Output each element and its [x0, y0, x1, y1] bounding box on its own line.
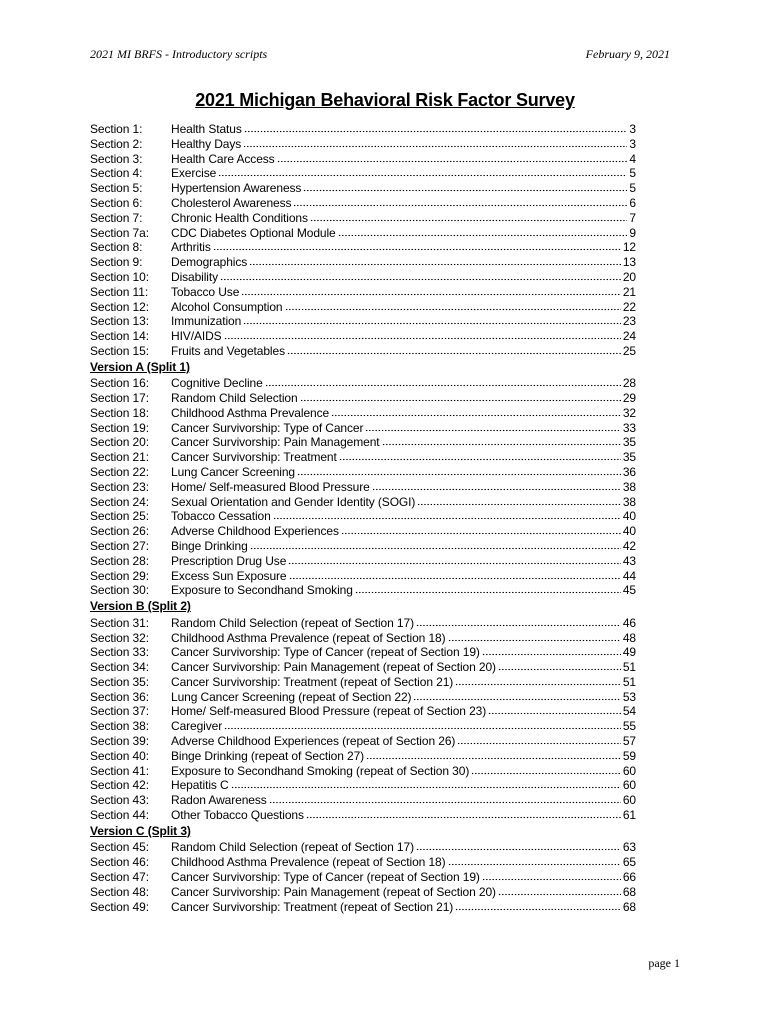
- toc-entry[interactable]: [90, 645, 636, 660]
- toc-section-title: Radon Awareness: [171, 793, 267, 808]
- toc-section-number: Section 17:: [90, 391, 149, 406]
- toc-entry[interactable]: [90, 465, 636, 480]
- toc-section-title: Childhood Asthma Prevalence (repeat of Section 18): [171, 630, 446, 645]
- toc-entry[interactable]: [90, 450, 636, 465]
- toc-section-title: Exposure to Secondhand Smoking: [171, 583, 353, 598]
- toc-section-title: Fruits and Vegetables: [171, 343, 285, 358]
- toc-page-number: 42: [622, 539, 636, 554]
- toc-entry[interactable]: [90, 704, 636, 719]
- toc-dot-leader: [471, 772, 621, 775]
- toc-section-title: Binge Drinking (repeat of Section 27): [171, 748, 365, 763]
- toc-dot-leader: [293, 204, 627, 207]
- toc-page-number: 53: [622, 689, 636, 704]
- toc-section-number: Section 9:: [90, 255, 143, 270]
- toc-entry[interactable]: [90, 900, 636, 915]
- toc-page-number: 51: [622, 674, 636, 689]
- toc-section-number: Section 26:: [90, 524, 149, 539]
- toc-section-number: Section 7:: [90, 210, 143, 225]
- toc-section-title: Tobacco Use: [171, 284, 240, 299]
- toc-section-title: Healthy Days: [171, 136, 242, 151]
- toc-entry[interactable]: [90, 734, 636, 749]
- toc-entry[interactable]: [90, 660, 636, 675]
- toc-section-number: Section 32:: [90, 630, 149, 645]
- toc-dot-leader: [244, 130, 628, 133]
- toc-section-title: Home/ Self-measured Blood Pressure: [171, 479, 370, 494]
- toc-dot-leader: [498, 893, 621, 896]
- toc-section-title: Binge Drinking: [171, 539, 248, 554]
- toc-version-heading: Version A (Split 1): [90, 359, 190, 374]
- toc-entry[interactable]: [90, 406, 636, 421]
- toc-entry[interactable]: [90, 391, 636, 406]
- toc-page-number: 5: [629, 166, 636, 181]
- toc-section-number: Section 44:: [90, 808, 149, 823]
- toc-section-number: Section 35:: [90, 674, 149, 689]
- toc-dot-leader: [382, 443, 621, 446]
- toc-section-title: Childhood Asthma Prevalence (repeat of Section 18): [171, 855, 446, 870]
- toc-page-number: 54: [622, 704, 636, 719]
- toc-page-number: 65: [622, 855, 636, 870]
- toc-section-title: Cancer Survivorship: Type of Cancer: [171, 420, 364, 435]
- toc-section-number: Section 39:: [90, 734, 149, 749]
- toc-section-title: Cancer Survivorship: Treatment (repeat of Section 21): [171, 674, 454, 689]
- toc-entry[interactable]: [90, 152, 636, 167]
- toc-section-title: Cancer Survivorship: Pain Management (repeat of Section 20): [171, 660, 496, 675]
- toc-page-number: 7: [629, 210, 636, 225]
- toc-section-number: Section 42:: [90, 778, 149, 793]
- toc-dot-leader: [241, 293, 621, 296]
- toc-dot-leader: [277, 160, 628, 163]
- toc-page-number: 22: [622, 299, 636, 314]
- toc-section-title: Cognitive Decline: [171, 376, 263, 391]
- toc-section-number: Section 24:: [90, 494, 149, 509]
- toc-entry[interactable]: [90, 480, 636, 495]
- toc-entry[interactable]: [90, 344, 636, 359]
- toc-dot-leader: [265, 384, 621, 387]
- toc-section-number: Section 20:: [90, 435, 149, 450]
- toc-entry[interactable]: [90, 539, 636, 554]
- toc-section-number: Section 13:: [90, 314, 149, 329]
- toc-page-number: 9: [629, 225, 636, 240]
- toc-section-title: Disability: [171, 269, 219, 284]
- toc-entry[interactable]: [90, 255, 636, 270]
- toc-section-number: Section 3:: [90, 151, 143, 166]
- toc-dot-leader: [243, 145, 627, 148]
- toc-section-number: Section 19:: [90, 420, 149, 435]
- toc-section-title: Cancer Survivorship: Pain Management: [171, 435, 380, 450]
- toc-entry[interactable]: [90, 778, 636, 793]
- toc-page-number: 21: [622, 284, 636, 299]
- toc-section-title: Childhood Asthma Prevalence: [171, 405, 330, 420]
- toc-section-number: Section 14:: [90, 329, 149, 344]
- toc-dot-leader: [366, 757, 621, 760]
- toc-page-number: 35: [622, 435, 636, 450]
- toc-section-title: Chronic Health Conditions: [171, 210, 308, 225]
- toc-dot-leader: [303, 189, 627, 192]
- toc-entry[interactable]: [90, 855, 636, 870]
- toc-dot-leader: [455, 908, 621, 911]
- header-date: February 9, 2021: [585, 46, 670, 61]
- toc-section-number: Section 21:: [90, 450, 149, 465]
- toc-section-title: Random Child Selection (repeat of Section 17): [171, 840, 414, 855]
- toc-dot-leader: [220, 278, 621, 281]
- toc-dot-leader: [482, 653, 621, 656]
- toc-page-number: 38: [622, 479, 636, 494]
- toc-page-number: 43: [622, 553, 636, 568]
- toc-section-number: Section 7a:: [90, 225, 149, 240]
- toc-section-number: Section 11:: [90, 284, 149, 299]
- toc-section-number: Section 34:: [90, 660, 149, 675]
- toc-page-number: 3: [629, 122, 636, 136]
- toc-section-number: Section 29:: [90, 568, 149, 583]
- toc-dot-leader: [417, 503, 621, 506]
- toc-entry[interactable]: [90, 166, 636, 181]
- toc-page-number: 40: [622, 509, 636, 524]
- toc-page-number: 12: [622, 240, 636, 255]
- toc-dot-leader: [273, 517, 621, 520]
- toc-page-number: 68: [622, 884, 636, 899]
- toc-page-number: 57: [622, 734, 636, 749]
- toc-entry[interactable]: [90, 376, 636, 391]
- toc-entry[interactable]: [90, 840, 636, 855]
- toc-page-number: 4: [629, 151, 636, 166]
- toc-page-number: 46: [622, 615, 636, 630]
- toc-entry[interactable]: [90, 675, 636, 690]
- toc-section-number: Section 49:: [90, 899, 149, 914]
- toc-entry[interactable]: [90, 137, 636, 152]
- toc-section-number: Section 46:: [90, 855, 149, 870]
- toc-section-title: Health Status: [171, 122, 242, 136]
- toc-dot-leader: [416, 624, 621, 627]
- toc-page-number: 60: [622, 793, 636, 808]
- running-header: [90, 45, 670, 63]
- toc-section-title: Random Child Selection (repeat of Section 17): [171, 615, 414, 630]
- toc-entry[interactable]: [90, 690, 636, 705]
- toc-dot-leader: [339, 458, 621, 461]
- toc-section-title: Demographics: [171, 255, 248, 270]
- toc-section-number: Section 40:: [90, 748, 149, 763]
- toc-section-number: Section 8:: [90, 240, 143, 255]
- toc-section-number: Section 36:: [90, 689, 149, 704]
- toc-section-title: Other Tobacco Questions: [171, 808, 304, 823]
- toc-page-number: 28: [622, 376, 636, 391]
- toc-section-title: Health Care Access: [171, 151, 275, 166]
- toc-section-title: Caregiver: [171, 719, 223, 734]
- table-of-contents: [90, 122, 636, 914]
- toc-section-title: Cancer Survivorship: Treatment (repeat of Section 21): [171, 899, 454, 914]
- toc-section-title: Cancer Survivorship: Type of Cancer (repeat of Section 19): [171, 645, 480, 660]
- toc-dot-leader: [285, 308, 621, 311]
- toc-entry[interactable]: [90, 749, 636, 764]
- toc-entry[interactable]: [90, 300, 636, 315]
- toc-page-number: 63: [622, 840, 636, 855]
- toc-dot-leader: [341, 532, 621, 535]
- toc-section-number: Section 28:: [90, 553, 149, 568]
- toc-page-number: 49: [622, 645, 636, 660]
- toc-page-number: 20: [622, 269, 636, 284]
- toc-entry[interactable]: [90, 569, 636, 584]
- toc-dot-leader: [287, 352, 621, 355]
- toc-dot-leader: [269, 801, 621, 804]
- toc-section-number: Section 25:: [90, 509, 149, 524]
- toc-page-number: 29: [622, 391, 636, 406]
- toc-section-title: Exposure to Secondhand Smoking (repeat of Section 30): [171, 763, 470, 778]
- toc-section-number: Section 22:: [90, 465, 149, 480]
- toc-dot-leader: [498, 668, 621, 671]
- toc-page-number: 55: [622, 719, 636, 734]
- toc-section-title: HIV/AIDS: [171, 329, 222, 344]
- toc-page-number: 33: [622, 420, 636, 435]
- toc-dot-leader: [482, 878, 621, 881]
- toc-entry[interactable]: [90, 808, 636, 823]
- toc-page-number: 3: [629, 136, 636, 151]
- toc-dot-leader: [457, 742, 621, 745]
- toc-dot-leader: [310, 219, 628, 222]
- toc-section-number: Section 37:: [90, 704, 149, 719]
- toc-section-title: Random Child Selection: [171, 391, 298, 406]
- toc-section-number: Section 16:: [90, 376, 149, 391]
- toc-entry[interactable]: [90, 616, 636, 631]
- toc-dot-leader: [243, 322, 621, 325]
- toc-page-number: 45: [622, 583, 636, 598]
- toc-section-number: Section 38:: [90, 719, 149, 734]
- toc-section-number: Section 27:: [90, 539, 149, 554]
- document-title: 2021 Michigan Behavioral Risk Factor Survey: [195, 90, 575, 110]
- toc-page-number: 48: [622, 630, 636, 645]
- toc-page-number: 44: [622, 568, 636, 583]
- toc-page-number: 24: [622, 329, 636, 344]
- toc-entry[interactable]: [90, 524, 636, 539]
- toc-dot-leader: [224, 727, 621, 730]
- toc-entry[interactable]: [90, 196, 636, 211]
- toc-page-number: 13: [622, 255, 636, 270]
- toc-entry[interactable]: [90, 226, 636, 241]
- toc-entry[interactable]: [90, 583, 636, 598]
- toc-section-number: Section 18:: [90, 405, 149, 420]
- toc-page-number: 36: [622, 465, 636, 480]
- toc-section-number: Section 1:: [90, 122, 143, 136]
- toc-dot-leader: [413, 698, 620, 701]
- toc-page-number: 61: [622, 808, 636, 823]
- toc-dot-leader: [416, 848, 621, 851]
- toc-page-number: 35: [622, 450, 636, 465]
- toc-entry[interactable]: [90, 719, 636, 734]
- header-doc-name: 2021 MI BRFS - Introductory scripts: [90, 46, 268, 61]
- toc-dot-leader: [249, 263, 621, 266]
- toc-page-number: 5: [629, 181, 636, 196]
- toc-section-number: Section 41:: [90, 763, 149, 778]
- toc-section-title: CDC Diabetes Optional Module: [171, 225, 336, 240]
- toc-dot-leader: [300, 399, 621, 402]
- toc-section-title: Cancer Survivorship: Pain Management (repeat of Section 20): [171, 884, 496, 899]
- toc-dot-leader: [224, 337, 621, 340]
- toc-page-number: 51: [622, 660, 636, 675]
- toc-entry[interactable]: [90, 285, 636, 300]
- toc-entry[interactable]: [90, 764, 636, 779]
- toc-entry[interactable]: [90, 495, 636, 510]
- toc-page-number: 40: [622, 524, 636, 539]
- toc-section-number: Section 48:: [90, 884, 149, 899]
- toc-section-title: Arthritis: [171, 240, 211, 255]
- toc-page-number: 6: [629, 195, 636, 210]
- toc-section-number: Section 23:: [90, 479, 149, 494]
- toc-section-title: Home/ Self-measured Blood Pressure (repeat of Section 23): [171, 704, 487, 719]
- toc-section-title: Exercise: [171, 166, 217, 181]
- toc-entry[interactable]: [90, 554, 636, 569]
- toc-page-number: 23: [622, 314, 636, 329]
- toc-section-number: Section 31:: [90, 615, 149, 630]
- toc-section-number: Section 5:: [90, 181, 143, 196]
- toc-section-title: Lung Cancer Screening (repeat of Section 22): [171, 689, 412, 704]
- toc-dot-leader: [297, 473, 621, 476]
- toc-page-number: 60: [622, 763, 636, 778]
- toc-entry[interactable]: [90, 329, 636, 344]
- toc-dot-leader: [231, 786, 621, 789]
- toc-section-number: Section 4:: [90, 166, 143, 181]
- toc-entry[interactable]: [90, 435, 636, 450]
- toc-section-title: Cholesterol Awareness: [171, 195, 292, 210]
- toc-section-number: Section 2:: [90, 136, 143, 151]
- toc-section-title: Adverse Childhood Experiences (repeat of Section 26): [171, 734, 456, 749]
- toc-section-number: Section 15:: [90, 343, 149, 358]
- toc-section-number: Section 33:: [90, 645, 149, 660]
- toc-entry[interactable]: [90, 870, 636, 885]
- toc-section-title: Lung Cancer Screening: [171, 465, 295, 480]
- toc-section-title: Cancer Survivorship: Type of Cancer (repeat of Section 19): [171, 869, 480, 884]
- toc-page-number: 60: [622, 778, 636, 793]
- toc-section-title: Immunization: [171, 314, 242, 329]
- toc-dot-leader: [213, 248, 621, 251]
- toc-dot-leader: [448, 863, 621, 866]
- toc-section-number: Section 10:: [90, 269, 149, 284]
- toc-page-number: 66: [622, 869, 636, 884]
- toc-dot-leader: [288, 562, 621, 565]
- toc-entry[interactable]: [90, 181, 636, 196]
- toc-entry[interactable]: [90, 270, 636, 285]
- toc-page-number: 25: [622, 343, 636, 358]
- toc-entry[interactable]: [90, 631, 636, 646]
- page-number: page 1: [648, 956, 680, 970]
- toc-entry[interactable]: [90, 211, 636, 226]
- toc-section-title: Tobacco Cessation: [171, 509, 271, 524]
- toc-dot-leader: [218, 174, 627, 177]
- toc-entry[interactable]: [90, 122, 636, 137]
- toc-page-number: 59: [622, 748, 636, 763]
- toc-section-title: Excess Sun Exposure: [171, 568, 287, 583]
- toc-entry[interactable]: [90, 793, 636, 808]
- toc-dot-leader: [372, 488, 621, 491]
- toc-dot-leader: [250, 547, 621, 550]
- toc-entry[interactable]: [90, 885, 636, 900]
- toc-page-number: 68: [622, 899, 636, 914]
- toc-dot-leader: [338, 234, 628, 237]
- toc-section-title: Prescription Drug Use: [171, 553, 287, 568]
- toc-section-title: Alcohol Consumption: [171, 299, 283, 314]
- toc-dot-leader: [455, 683, 621, 686]
- toc-section-number: Section 43:: [90, 793, 149, 808]
- toc-version-heading: Version B (Split 2): [90, 599, 191, 614]
- toc-entry[interactable]: [90, 509, 636, 524]
- toc-version-heading: Version C (Split 3): [90, 823, 191, 838]
- toc-section-title: Cancer Survivorship: Treatment: [171, 450, 337, 465]
- toc-page-number: 38: [622, 494, 636, 509]
- toc-dot-leader: [289, 577, 621, 580]
- toc-entry[interactable]: [90, 421, 636, 436]
- toc-dot-leader: [331, 414, 621, 417]
- toc-section-number: Section 6:: [90, 195, 143, 210]
- toc-section-title: Sexual Orientation and Gender Identity (SOGI): [171, 494, 416, 509]
- toc-section-number: Section 30:: [90, 583, 149, 598]
- toc-section-number: Section 12:: [90, 299, 149, 314]
- toc-dot-leader: [365, 429, 620, 432]
- toc-section-number: Section 45:: [90, 840, 149, 855]
- toc-section-title: Adverse Childhood Experiences: [171, 524, 339, 539]
- toc-section-number: Section 47:: [90, 869, 149, 884]
- toc-entry[interactable]: [90, 314, 636, 329]
- toc-dot-leader: [488, 712, 621, 715]
- toc-dot-leader: [355, 591, 621, 594]
- toc-section-title: Hypertension Awareness: [171, 181, 302, 196]
- toc-dot-leader: [448, 639, 621, 642]
- toc-page-number: 32: [622, 405, 636, 420]
- toc-section-title: Hepatitis C: [171, 778, 229, 793]
- toc-entry[interactable]: [90, 240, 636, 255]
- toc-dot-leader: [306, 816, 621, 819]
